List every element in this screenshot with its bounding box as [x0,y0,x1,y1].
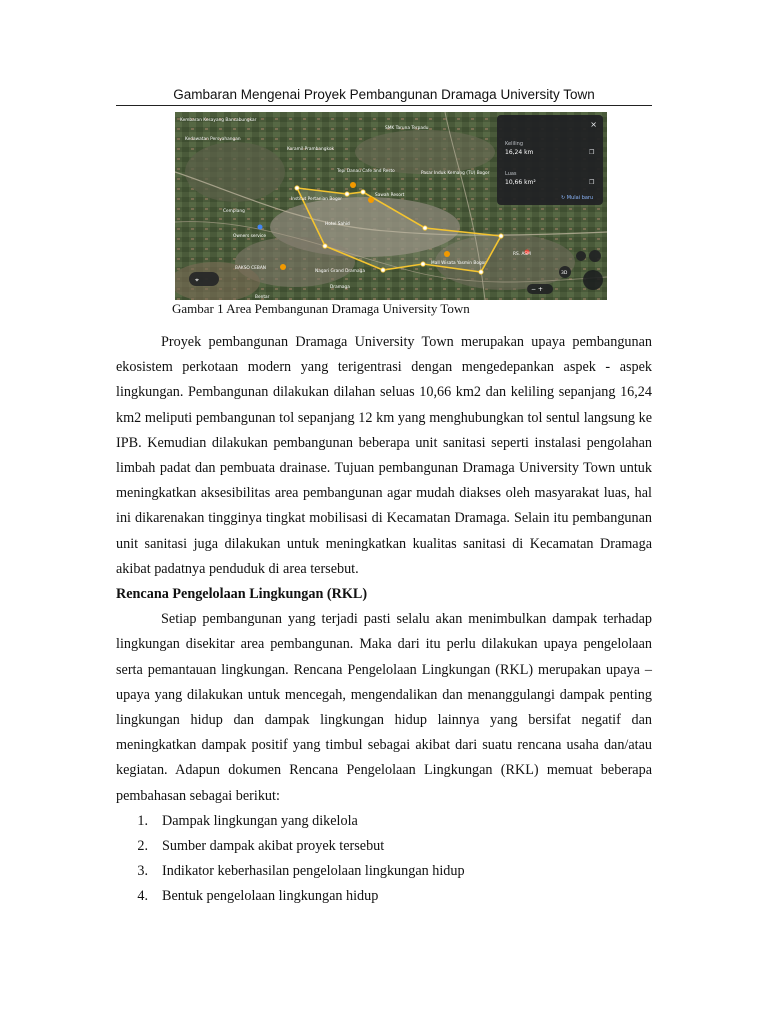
map-label: Owners service [233,234,267,239]
map-label: Koramil Prambangkok [287,147,334,152]
location-pin-icon: ⌖ [195,276,199,284]
list-text: Indikator keberhasilan pengelolaan lingkungan hidup [162,862,465,879]
rkl-list [116,809,652,909]
map-label: Kembaran Kesayang Bancabungkar [180,118,257,123]
list-text: Dampak lingkungan yang dikelola [162,812,358,829]
map-label: Nagari Grand Dramaga [315,269,365,274]
compass-icon[interactable] [589,250,601,262]
map-label: BAKSO CEBAN [235,266,266,271]
figure-caption: Gambar 1 Area Pembangunan Dramaga University Town [172,301,470,316]
map-label: Hotel Sahid [325,222,350,227]
map-label: Cemplang [223,209,245,214]
map-label: Dramaga [330,285,350,290]
map-label: RS. ASM [513,252,531,257]
page-header [116,86,652,106]
close-icon[interactable]: × [590,120,597,129]
list-item [116,834,652,859]
paragraph-1: Proyek pembangunan Dramaga University Town merupakan upaya pembangunan ekosistem perkotaan modern yang terigentrasi dengan mengedepankan aspek - aspek lingkungan. Pembangunan dilakukan dilahan seluas 10,66 km2 dan keliling sepanjang 16,24 km2 meliputi pembangunan tol sepanjang 12 km yang menghubungkan tol sentul langsung ke IPB. Kemudian dilakukan pembangunan beberapa unit sanitasi seperti instalasi pengolahan limbah padat dan pembuata drainase. Tujuan pembangunan Dramaga University Town untuk meningkatkan aksesibilitas area pembangunan agar mudah diakses oleh masyarakat luas, hal ini dikarenakan tingginya tingkat mobilisasi di Kecamatan Dramaga. Selain itu pembangunan unit sanitasi juga dilakukan untuk meningkatkan kualitas sanitasi di Kecamatan Dramaga akibat padatnya penduduk di area tersebut. [116,334,652,577]
map-label: Tepi Danau Cafe and Resto [337,169,395,174]
map-label: Sawah Resort [375,193,405,198]
map-label: Bentar [255,295,270,300]
perimeter-value: 16,24 km [505,149,534,156]
globe-icon[interactable] [583,270,603,290]
map-figure [175,112,607,300]
copy-icon[interactable]: ❐ [589,179,595,186]
list-item [116,859,652,884]
map-label: Institut Pertanian Bogor [291,197,343,202]
map-label: Kedawatan Persyahangan [185,137,241,142]
reset-button[interactable]: ↻ Mulai baru [561,195,594,201]
map-tools-button[interactable] [189,272,219,286]
area-label: Luas [505,171,517,177]
measure-panel [497,115,603,205]
list-item [116,809,652,834]
map-label: Pasar Induk Kemang (TU) Bogor [421,171,490,176]
copy-icon[interactable]: ❐ [589,149,595,156]
list-text: Sumber dampak akibat proyek tersebut [162,837,385,854]
list-number: 3. [137,862,148,879]
perimeter-label: Keliling [505,141,524,147]
refresh-icon: ↻ [561,195,567,201]
list-number: 4. [137,887,148,904]
map-label: SMK Taruna Terpadu [385,126,429,131]
pegman-icon[interactable] [576,251,586,261]
section-heading: Rencana Pengelolaan Lingkungan (RKL) [116,586,368,603]
area-value: 10,66 km² [505,179,536,186]
list-number: 1. [137,812,148,829]
map-label: Mall Wisata Yasmin Bogor [431,261,487,266]
list-item [116,884,652,909]
svg-text:− +: − + [531,286,543,293]
header-title: Gambaran Mengenai Proyek Pembangunan Dramaga University Town [173,87,595,102]
list-text: Bentuk pengelolaan lingkungan hidup [162,887,379,904]
mode-3d-label: 3D [561,271,568,276]
body-text [116,330,652,909]
list-number: 2. [137,837,148,854]
paragraph-2: Setiap pembangunan yang terjadi pasti selalu akan menimbulkan dampak terhadap lingkungan disekitar area pembangunan. Maka dari itu perlu dilakukan upaya pengelolaan serta pemantauan lingkungan. Rencana Pengelolaan Lingkungan (RKL) merupakan upaya – upaya yang dilakukan untuk mencegah, mengendalikan dan menanggulangi dampak penting lingkungan hidup dan dampak lingkungan hidup lainnya yang bersifat negatif dan meningkatkan dampak positif yang timbul sebagai akibat dari suatu rencana usaha dan/atau kegiatan. Adapun dokumen Rencana Pengelolaan Lingkungan (RKL) memuat beberapa pembahasan sebagai berikut: [116,611,652,804]
